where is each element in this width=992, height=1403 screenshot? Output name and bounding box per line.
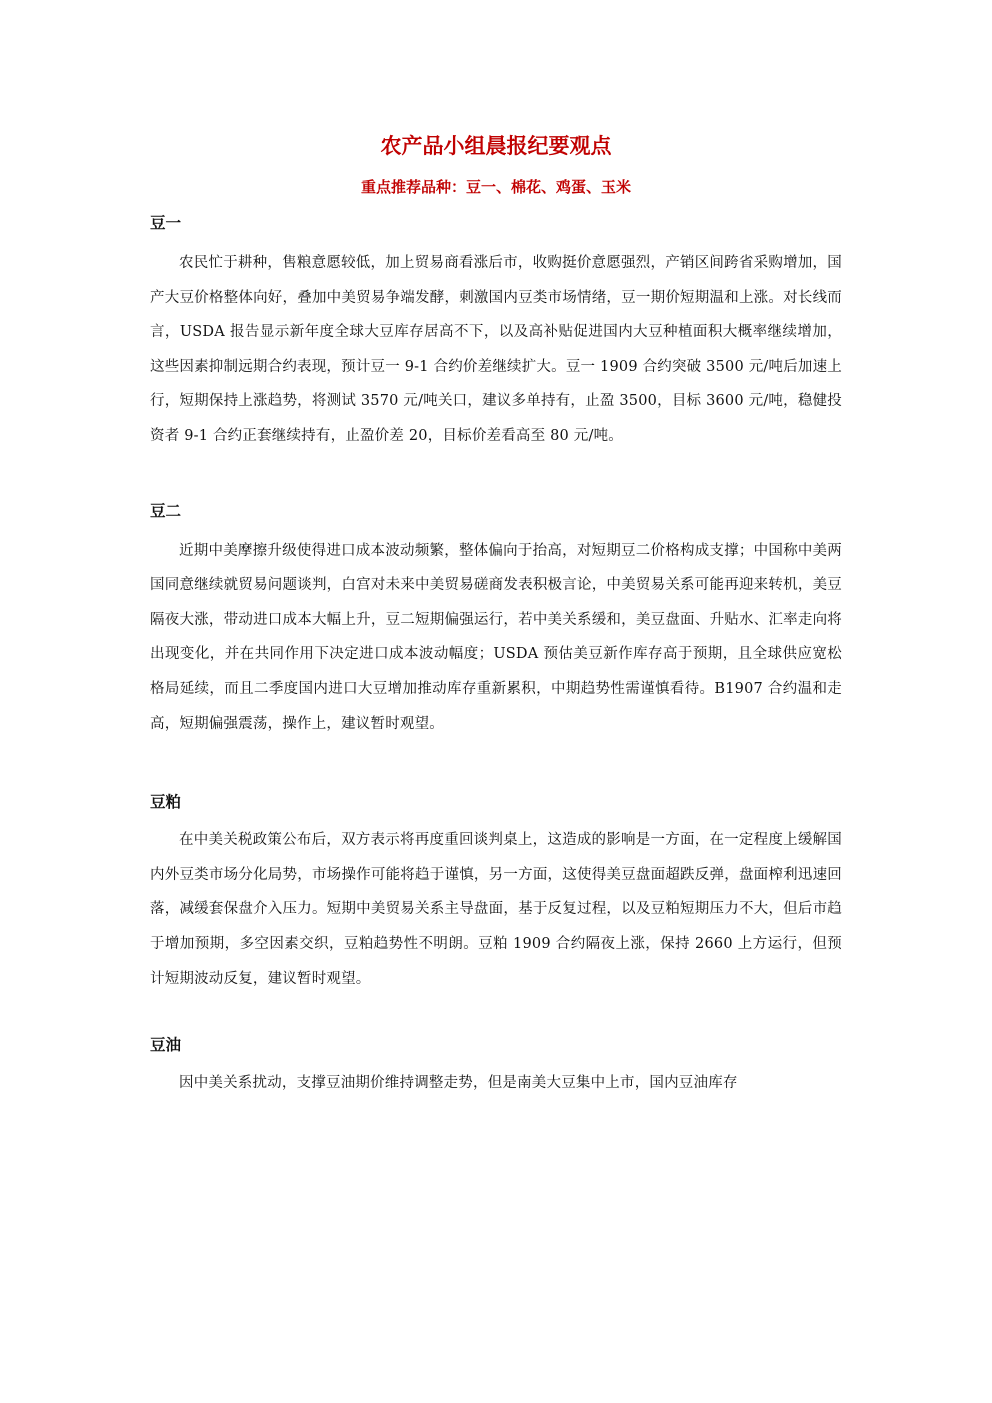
- section-paragraph: 在中美关税政策公布后，双方表示将再度重回谈判桌上，这造成的影响是一方面，在一定程度上缓解国内外豆类市场分化局势，市场操作可能将趋于谨慎，另一方面，这使得美豆盘面超跌反弹，盘面榨利迅速回落，减缓套保盘介入压力。短期中美贸易关系主导盘面，基于反复过程，以及豆粕短期压力不大，但后市趋于增加预期，多空因素交织，豆粕趋势性不明朗。豆粕 1909 合约隔夜上涨，保持 2660 上方运行，但预计短期波动反复，建议暂时观望。: [150, 832, 842, 987]
- document-title: 农产品小组晨报纪要观点: [380, 134, 612, 158]
- section-douer: [150, 498, 842, 742]
- section-paragraph: 农民忙于耕种，售粮意愿较低，加上贸易商看涨后市，收购挺价意愿强烈，产销区间跨省采购增加，国产大豆价格整体向好，叠加中美贸易争端发酵，刺激国内豆类市场情绪，豆一期价短期温和上涨。对长线而言，USDA 报告显示新年度全球大豆库存居高不下，以及高补贴促进国内大豆种植面积大概率继续增加，这些因素抑制远期合约表现，预计豆一 9-1 合约价差继续扩大。豆一 1909 合约突破 3500 元/吨后加速上行，短期保持上涨趋势，将测试 3570 元/吨关口，建议多单持有，止盈 3500，目标 3600 元/吨，稳健投资者 9-1 合约正套继续持有，止盈价差 20，目标价差看高至 80 元/吨。: [150, 255, 842, 444]
- section-heading: 豆一: [150, 214, 182, 232]
- section-doupo: [150, 789, 842, 996]
- section-heading: 豆油: [150, 1036, 182, 1055]
- section-paragraph: 近期中美摩擦升级使得进口成本波动频繁，整体偏向于抬高，对短期豆二价格构成支撑；中国称中美两国同意继续就贸易问题谈判，白宫对未来中美贸易磋商发表积极言论，中美贸易关系可能再迎来转机，美豆隔夜大涨，带动进口成本大幅上升，豆二短期偏强运行，若中美关系缓和，美豆盘面、升贴水、汇率走向将出现变化，并在共同作用下决定进口成本波动幅度；USDA 预估美豆新作库存高于预期，且全球供应宽松格局延续，而且二季度国内进口大豆增加推动库存重新累积，中期趋势性需谨慎看待。B1907 合约温和走高，短期偏强震荡，操作上，建议暂时观望。: [150, 542, 842, 732]
- document-page: [150, 126, 842, 1101]
- document-subtitle: 重点推荐品种：豆一、棉花、鸡蛋、玉米: [360, 178, 631, 196]
- section-douyou: [150, 1032, 842, 1101]
- section-heading: 豆二: [150, 501, 182, 520]
- section-heading: 豆粕: [150, 793, 182, 812]
- section-paragraph: 因中美关系扰动，支撑豆油期价维持调整走势，但是南美大豆集中上市，国内豆油库存: [179, 1075, 738, 1092]
- section-douyi: [150, 210, 842, 454]
